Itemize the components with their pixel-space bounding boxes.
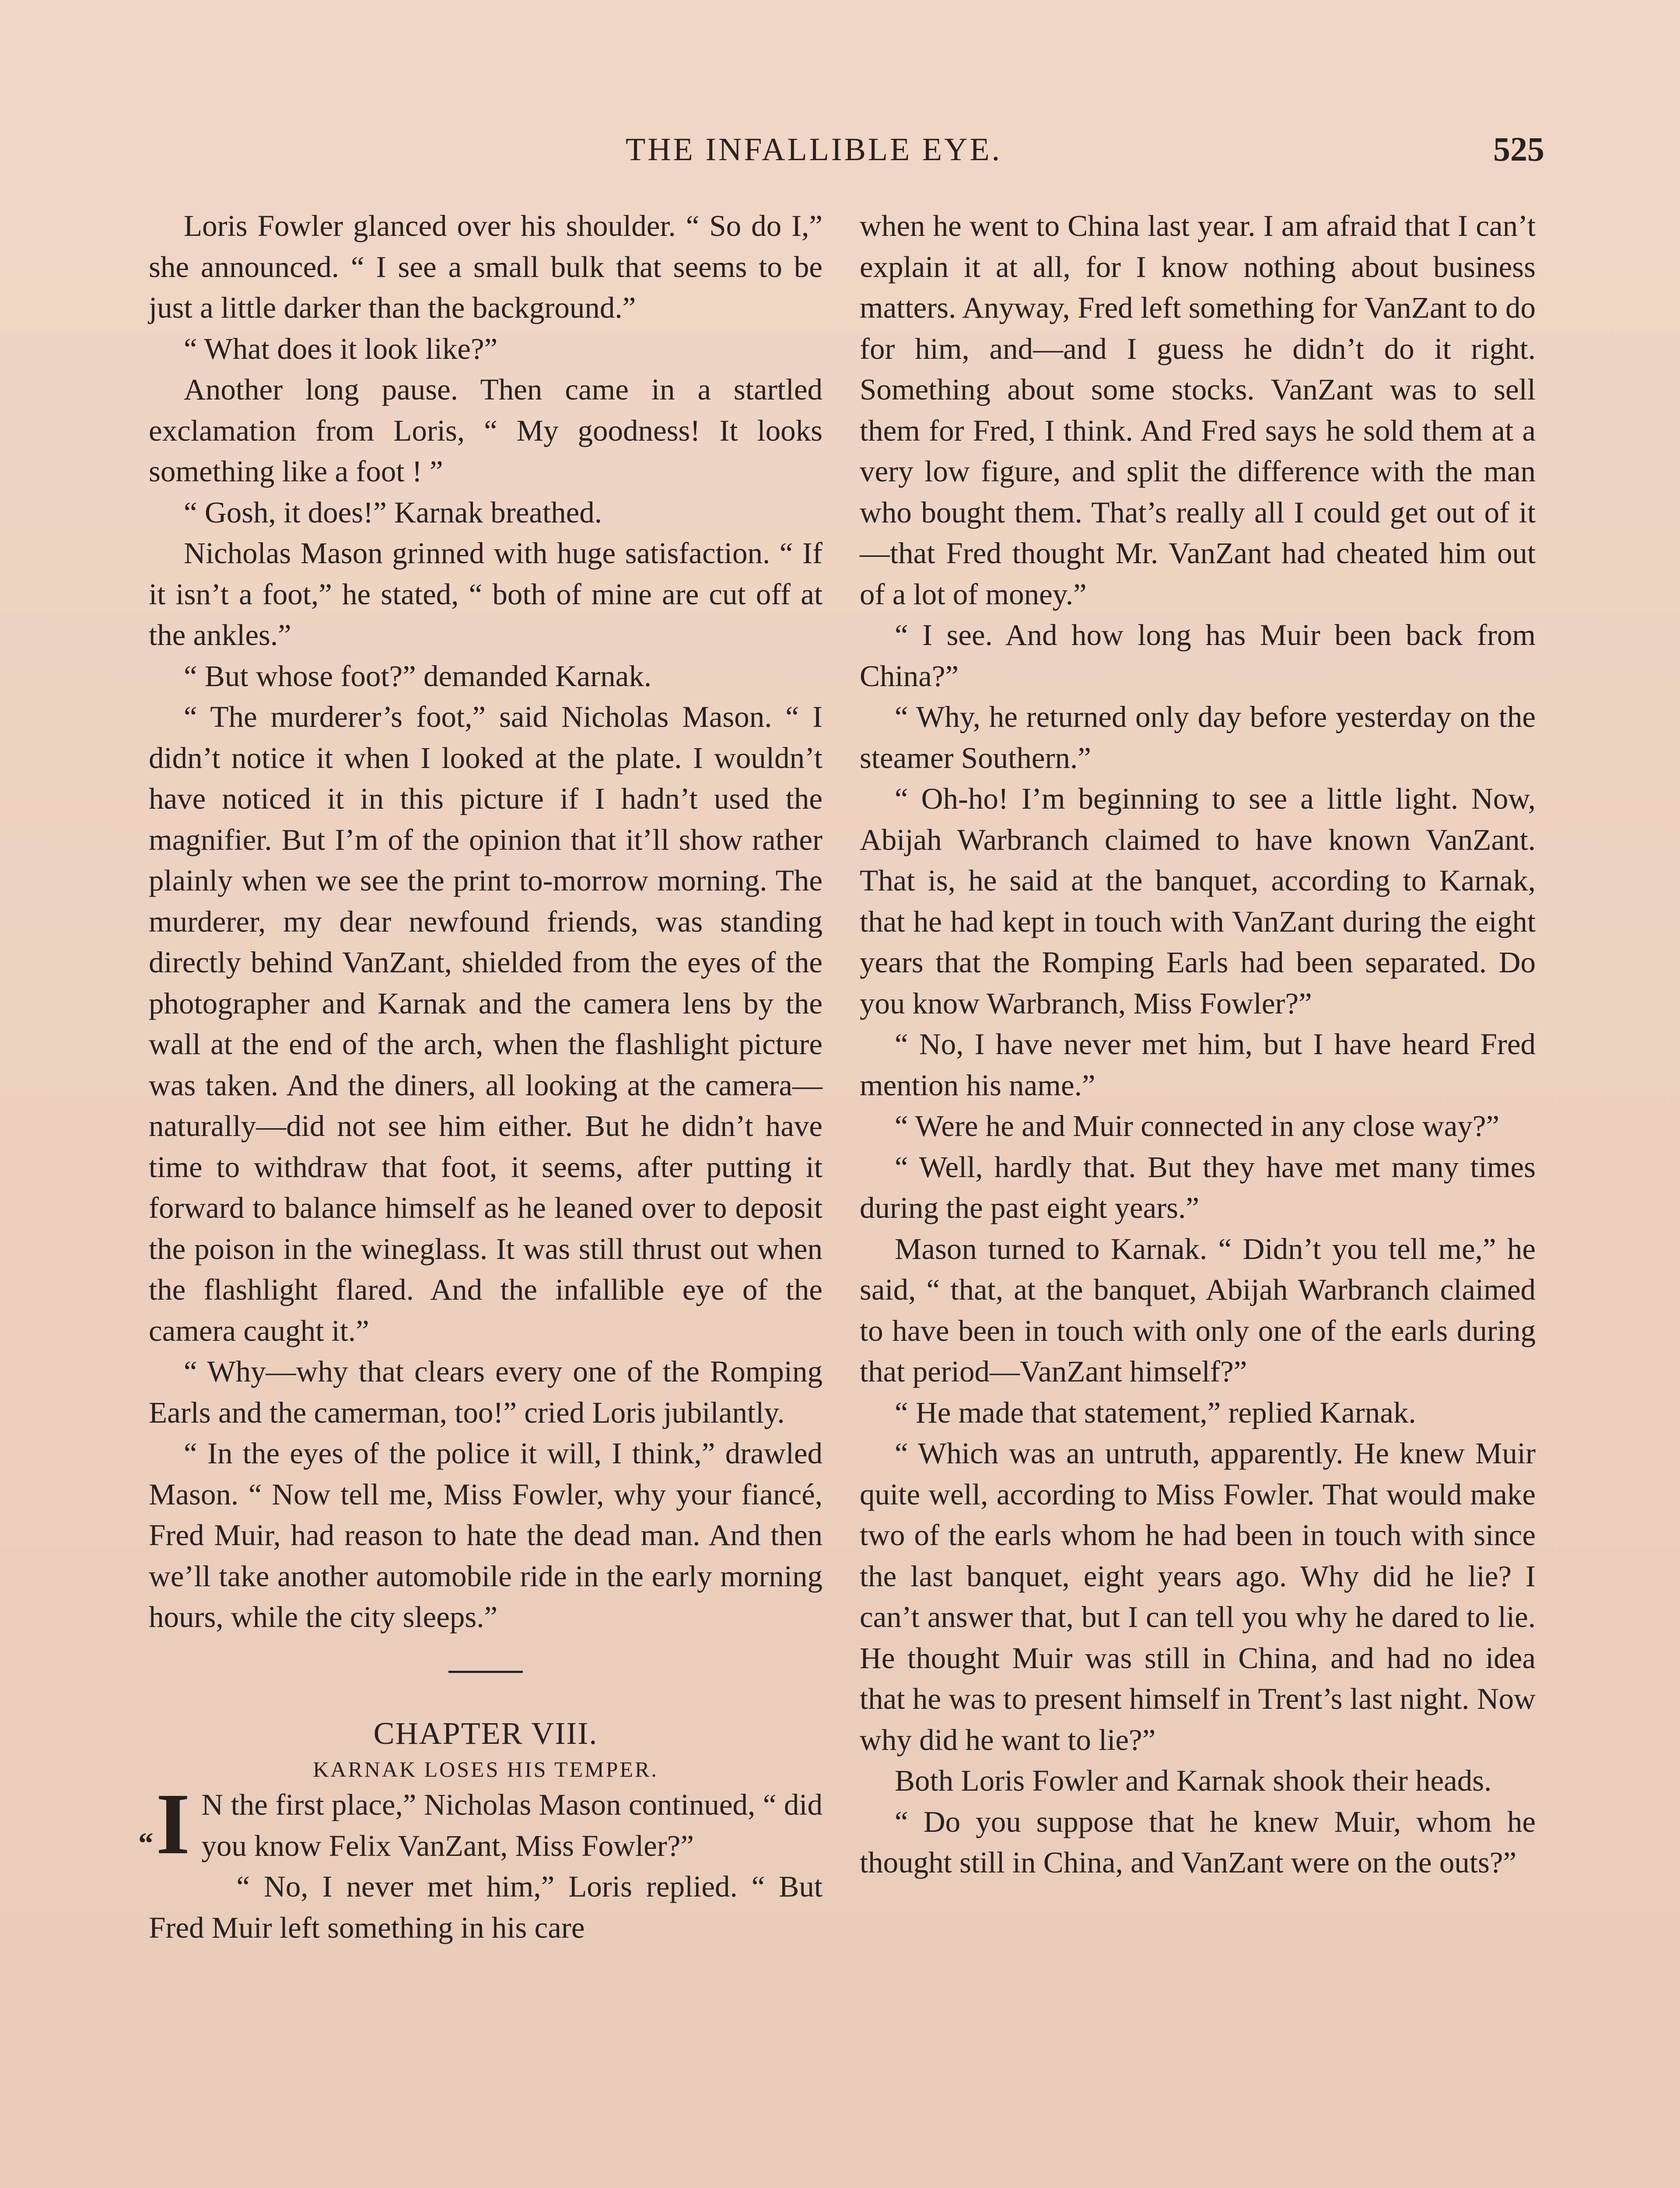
drop-cap-rest: N the first place,” Nicholas Mason continued, “ did you know Felix VanZant, Miss Fowler?” (201, 1788, 822, 1862)
paragraph: “ Why, he returned only day before yesterday on the steamer Southern.” (860, 700, 1536, 775)
chapter-title: CHAPTER VIII. (373, 1715, 598, 1751)
section-divider (448, 1671, 523, 1673)
paragraph: “ Why—why that clears every one of the Romping Earls and the camerman, too!” cried Loris jubilantly. (149, 1355, 822, 1429)
paragraph: “ In the eyes of the police it will, I think,” drawled Mason. “ Now tell me, Miss Fowler, why your fiancé, Fred Muir, had reason to hate the dead man. And then we’ll take another automobile ride in the early morning hours, while the city sleeps.” (149, 1437, 822, 1634)
paragraph: “ Which was an untruth, apparently. He knew Muir quite well, according to Miss Fowler. That would make two of the earls whom he had been in touch with since the last banquet, eight years ago. Why did he lie? I can’t answer that, but I can tell you why he dared to lie. He thought Muir was still in China, and had no idea that he was to present himself in Trent’s last night. Now why did he want to lie?” (860, 1437, 1536, 1757)
paragraph: “ Were he and Muir connected in any close way?” (895, 1109, 1500, 1143)
page-header (144, 127, 1544, 179)
drop-cap-letter: I (156, 1776, 190, 1872)
paragraph: “ Do you suppose that he knew Muir, whom he thought still in China, and VanZant were on the outs?” (860, 1805, 1536, 1879)
paragraph: “ Gosh, it does!” Karnak breathed. (184, 495, 602, 529)
left-column (138, 206, 822, 1948)
chapter-opening-paragraph (138, 1776, 822, 1872)
paragraph: “ No, I never met him,” Loris replied. “ But Fred Muir left something in his care (149, 1870, 822, 1944)
paragraph: Mason turned to Karnak. “ Didn’t you tell me,” he said, “ that, at the banquet, Abijah Warbranch claimed to have been in touch with only one of the earls during that period—VanZant himself?” (860, 1232, 1536, 1388)
continued-paragraph: when he went to China last year. I am afraid that I can’t explain it at all, for I know nothing about business matters. Anyway, Fred left something for VanZant to do for him, and—and I guess he didn’t do it right. Something about some stocks. VanZant was to sell them for Fred, I think. And Fred says he sold them at a very low figure, and split the difference with the man who bought them. That’s really all I could get out of it—that Fred thought Mr. VanZant had cheated him out of a lot of money.” (860, 209, 1536, 611)
running-title: THE INFALLIBLE EYE. (626, 132, 1002, 168)
paragraph: “ The murderer’s foot,” said Nicholas Mason. “ I didn’t notice it when I looked at the plate. I wouldn’t have noticed it in this picture if I hadn’t used the magnifier. But I’m of the opinion that it’ll show rather plainly when we see the print to-morrow morning. The murderer, my dear newfound friends, was standing directly behind VanZant, shielded from the eyes of the photographer and Karnak and the camera lens by the wall at the end of the arch, when the flashlight picture was taken. And the diners, all looking at the camera—naturally—did not see him either. But he didn’t have time to withdraw that foot, it seems, after putting it forward to balance himself as he leaned over to deposit the poison in the wineglass. It was still thrust out when the flashlight flared. And the infallible eye of the camera caught it.” (149, 700, 822, 1347)
paragraph: “ No, I have never met him, but I have heard Fred mention his name.” (860, 1027, 1536, 1102)
chapter-subtitle: KARNAK LOSES HIS TEMPER. (313, 1757, 658, 1781)
paragraph: “ He made that statement,” replied Karnak. (895, 1396, 1416, 1429)
page-number: 525 (1493, 130, 1544, 168)
paragraph: “ But whose foot?” demanded Karnak. (184, 659, 652, 693)
drop-cap-quote: “ (138, 1827, 154, 1860)
drop-cap (138, 1776, 190, 1880)
paragraph: “ Oh-ho! I’m beginning to see a little light. Now, Abijah Warbranch claimed to have known VanZant. That is, he said at the banquet, according to Karnak, that he had kept in touch with VanZant during the eight years that the Romping Earls had been separated. Do you know Warbranch, Miss Fowler?” (860, 782, 1536, 1020)
paragraph: Both Loris Fowler and Karnak shook their heads. (895, 1764, 1492, 1797)
paragraph: “ Well, hardly that. But they have met many times during the past eight years.” (860, 1150, 1536, 1224)
paragraph: Nicholas Mason grinned with huge satisfaction. “ If it isn’t a foot,” he stated, “ both of mine are cut off at the ankles.” (149, 536, 822, 652)
paragraph: “ What does it look like?” (184, 332, 498, 365)
paragraph: Loris Fowler glanced over his shoulder. “ So do I,” she announced. “ I see a small bulk that seems to be just a little darker than the background.” (149, 209, 822, 324)
right-column (860, 206, 1536, 1883)
paragraph: “ I see. And how long has Muir been back from China?” (860, 618, 1536, 693)
paragraph: Another long pause. Then came in a startled exclamation from Loris, “ My goodness! It looks something like a foot ! ” (149, 373, 822, 488)
